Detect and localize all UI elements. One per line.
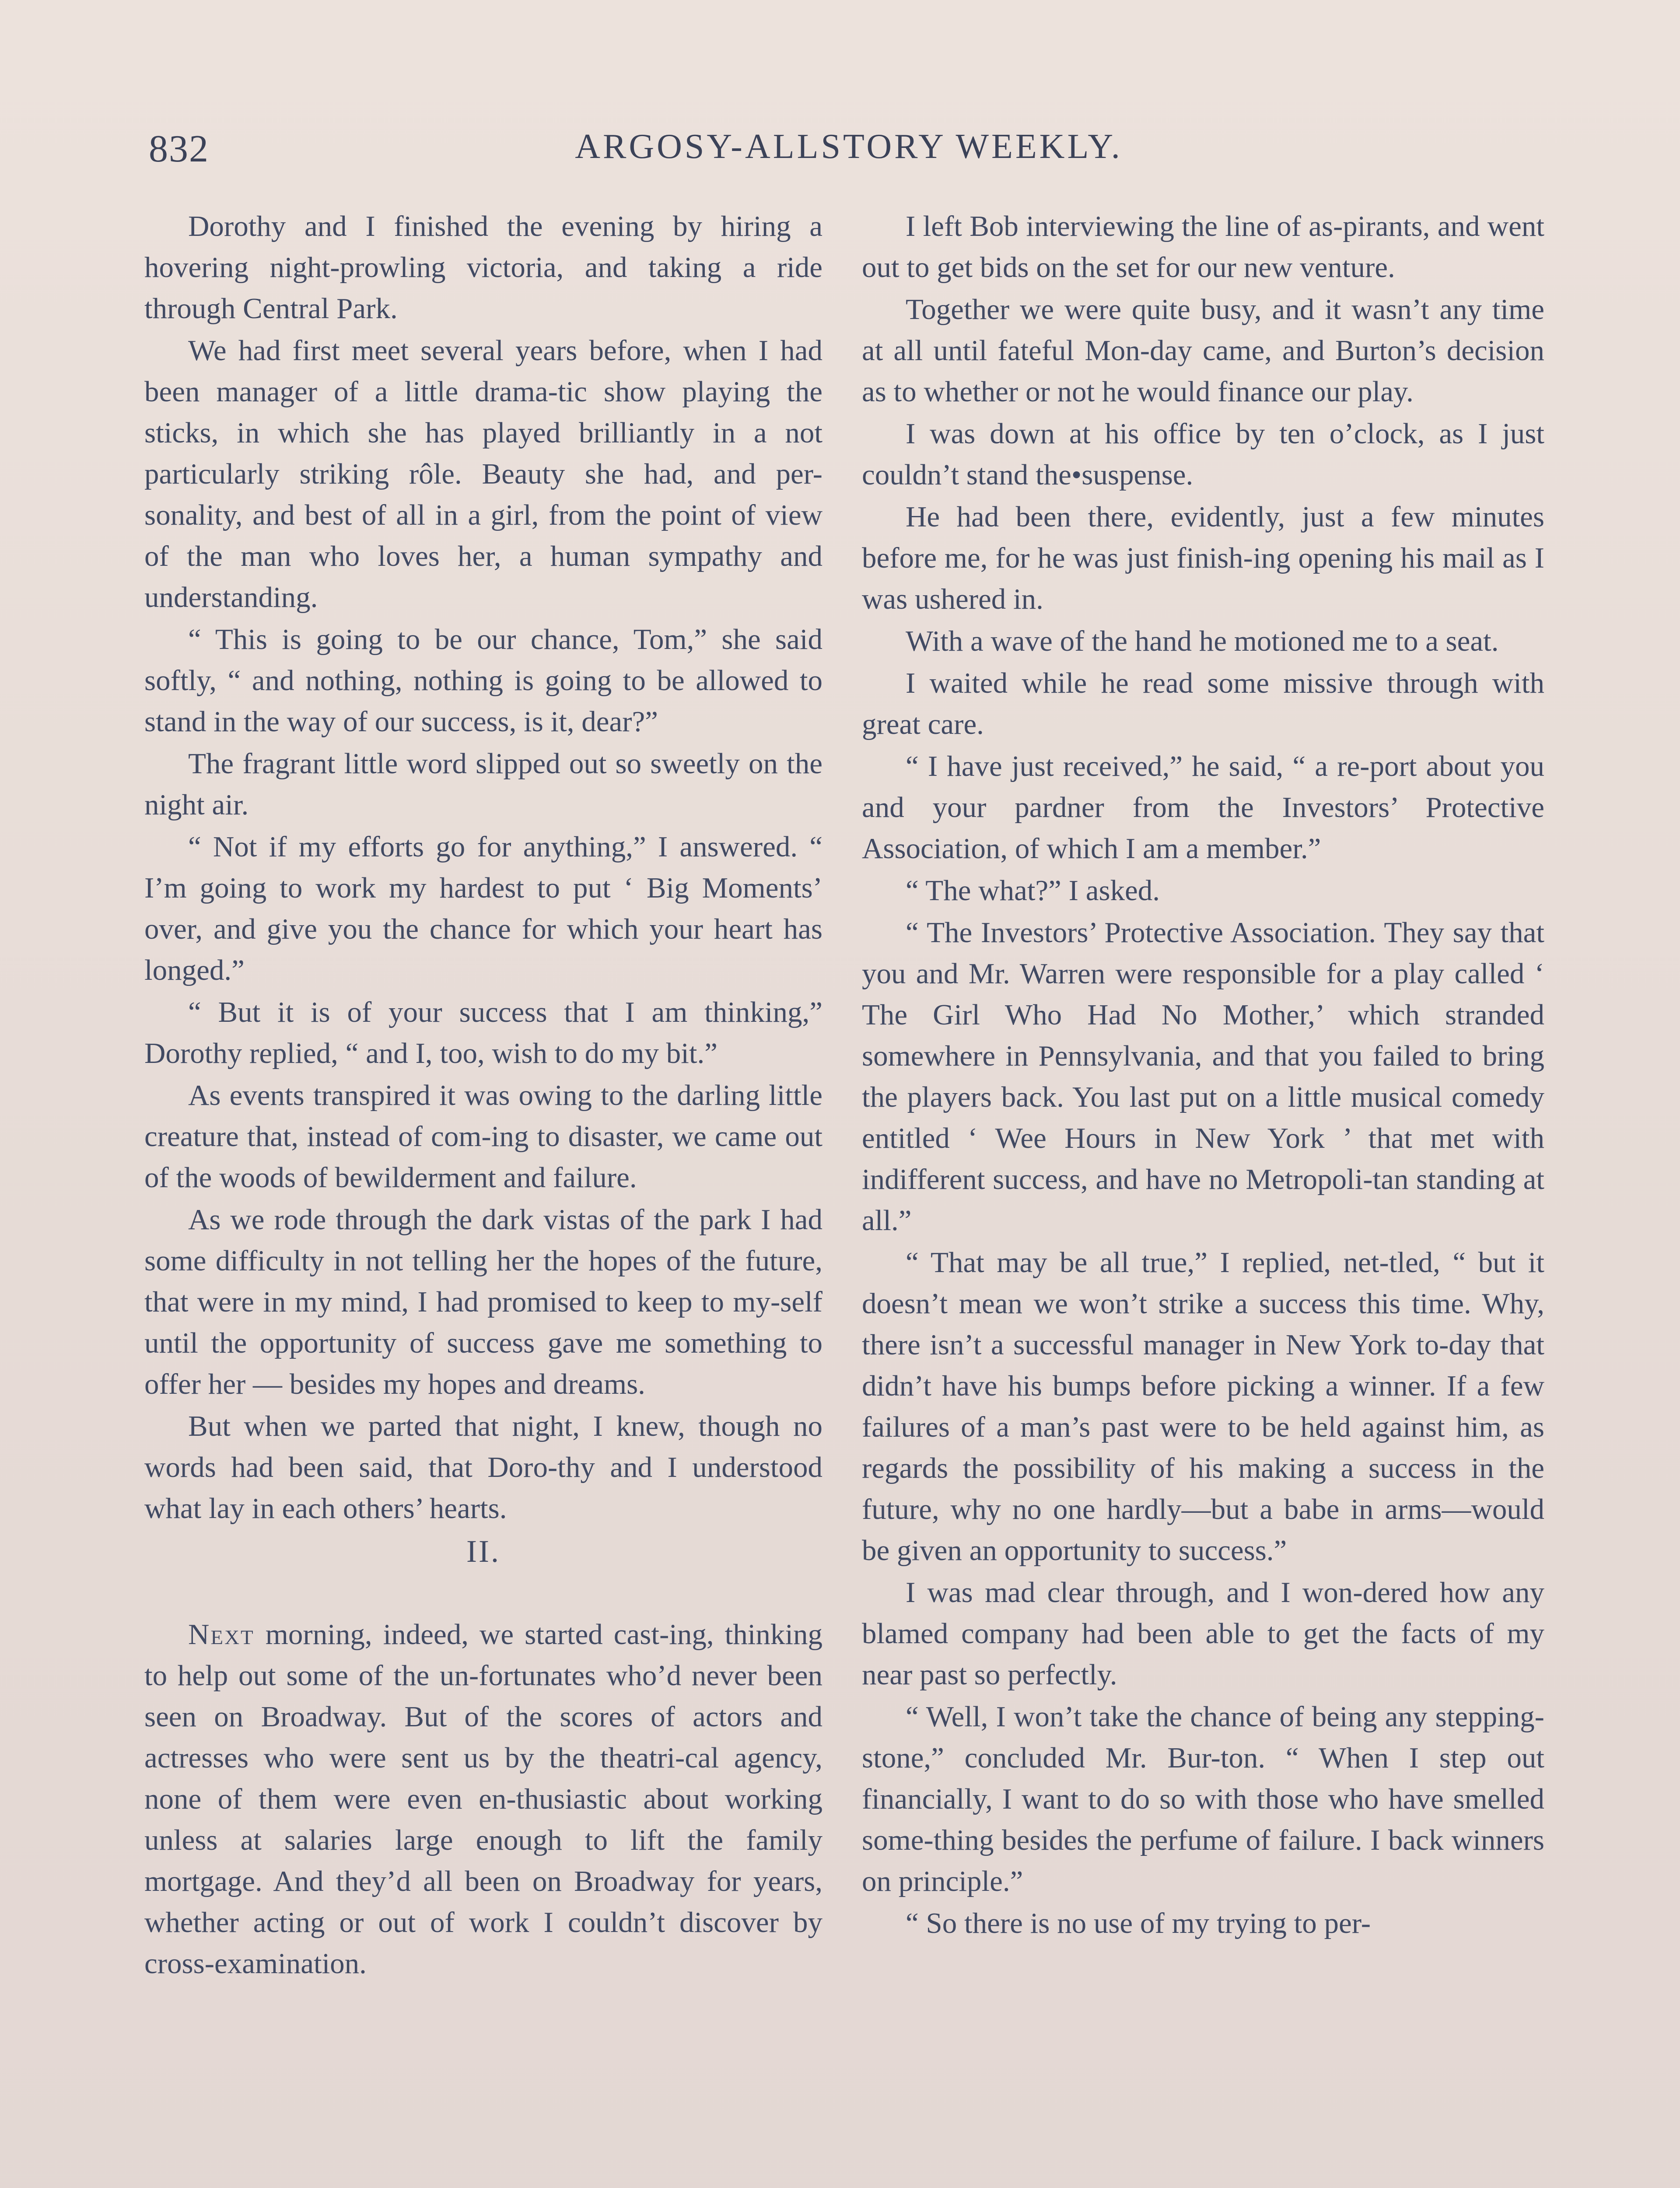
right-column <box>862 206 1544 2188</box>
paragraph: “ I have just received,” he said, “ a re-port about you and your pardner from the Investors’ Protective Association, of which I am a member.” <box>862 750 1544 865</box>
running-title: ARGOSY-ALLSTORY WEEKLY. <box>575 127 1123 166</box>
page-header <box>149 127 1549 188</box>
paragraph: “ The what?” I asked. <box>906 874 1160 907</box>
paragraph: “ That may be all true,” I replied, net-tled, “ but it doesn’t mean we won’t strike a success this time. Why, there isn’t a successful manager in New York to-day that didn’t have his bumps before picking a winner. If a few failures of a man’s past were to be held against him, as regards the possibility of his making a success in the future, why no one hardly—but a babe in arms—would be given an opportunity to success.” <box>862 1246 1544 1567</box>
section-heading: II. <box>466 1534 500 1569</box>
paragraph: “ This is going to be our chance, Tom,” she said softly, “ and nothing, nothing is going to be allowed to stand in the way of our success, is it, dear?” <box>144 623 822 738</box>
paragraph: I was down at his office by ten o’clock, as I just couldn’t stand the•suspense. <box>862 417 1544 491</box>
paragraph: “ So there is no use of my trying to per- <box>906 1907 1371 1939</box>
paragraph: “ But it is of your success that I am thinking,” Dorothy replied, “ and I, too, wish to do my bit.” <box>144 996 822 1069</box>
paragraph: Dorothy and I finished the evening by hiring a hovering night-prowling victoria, and taking a ride through Central Park. <box>144 210 822 325</box>
page-number: 832 <box>149 128 209 170</box>
paragraph: I left Bob interviewing the line of as-pirants, and went out to get bids on the set for our new venture. <box>862 210 1544 284</box>
paragraph: Together we were quite busy, and it wasn’t any time at all until fateful Mon-day came, and Burton’s decision as to whether or not he would finance our play. <box>862 293 1544 408</box>
section-first-paragraph-text: morning, indeed, we started cast-ing, thinking to help out some of the un-fortunates who’d never been seen on Broadway. But of the scores of actors and actresses who were sent us by the theatri-cal agency, none of them were even en-thusiastic about working unless at salaries large enough to lift the family mortgage. And they’d all been on Broadway for years, whether acting or out of work I couldn’t discover by cross-examination. <box>144 1618 822 1980</box>
paragraph: I waited while he read some missive through with great care. <box>862 667 1544 740</box>
paragraph: We had first meet several years before, when I had been manager of a little drama-tic show playing the sticks, in which she has played brilliantly in a not particularly striking rôle. Beauty she had, and per-sonality, and best of all in a girl, from the point of view of the man who loves her, a human sympathy and understanding. <box>144 334 822 614</box>
paragraph: “ The Investors’ Protective Association. They say that you and Mr. Warren were responsible for a play called ‘ The Girl Who Had No Mother,’ which stranded somewhere in Pennsylvania, and that you failed to bring the players back. You last put on a little musical comedy entitled ‘ Wee Hours in New York ’ that met with indifferent success, and have no Metropoli-tan standing at all.” <box>862 916 1544 1237</box>
paragraph: “ Not if my efforts go for anything,” I answered. “ I’m going to work my hardest to put ‘ Big Moments’ over, and give you the chance for which your heart has longed.” <box>144 831 822 986</box>
paragraph: As events transpired it was owing to the darling little creature that, instead of com-ing to disaster, we came out of the woods of bewilderment and failure. <box>144 1079 822 1194</box>
paragraph: As we rode through the dark vistas of the park I had some difficulty in not telling her the hopes of the future, that were in my mind, I had promised to keep to my-self until the opportunity of success gave me something to offer her — besides my hopes and dreams. <box>144 1203 822 1400</box>
paragraph: The fragrant little word slipped out so sweetly on the night air. <box>144 747 822 821</box>
section-lead-word: Next <box>188 1618 255 1651</box>
paragraph: “ Well, I won’t take the chance of being any stepping-stone,” concluded Mr. Bur-ton. “ When I step out financially, I want to do so with those who have smelled some-thing besides the perfume of failure. I back winners on principle.” <box>862 1701 1544 1897</box>
paragraph: He had been there, evidently, just a few minutes before me, for he was just finish-ing opening his mail as I was ushered in. <box>862 501 1544 615</box>
left-column <box>144 206 822 2188</box>
paragraph: With a wave of the hand he motioned me to a seat. <box>906 625 1499 657</box>
paragraph: But when we parted that night, I knew, though no words had been said, that Doro-thy and I understood what lay in each others’ hearts. <box>144 1410 822 1525</box>
section-first-paragraph <box>144 1614 822 1984</box>
paragraph: I was mad clear through, and I won-dered how any blamed company had been able to get the facts of my near past so perfectly. <box>862 1576 1544 1691</box>
